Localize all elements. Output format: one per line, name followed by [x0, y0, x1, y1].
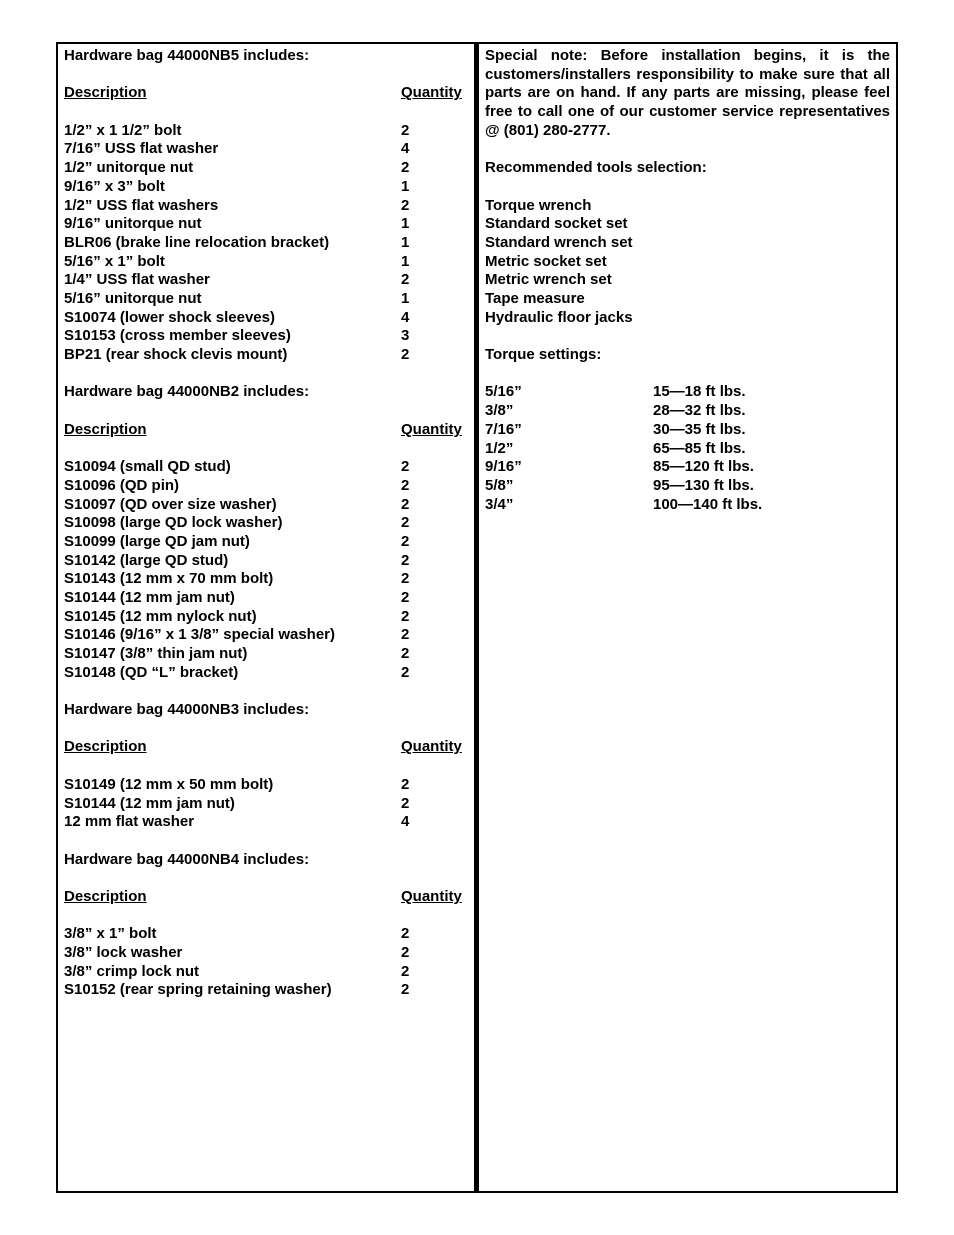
- item-quantity: 2: [401, 588, 410, 606]
- tools-title: Recommended tools selection:: [485, 159, 707, 177]
- torque-value: 100—140 ft lbs.: [653, 495, 763, 513]
- item-quantity: 2: [401, 159, 410, 177]
- item-description: 3/8” crimp lock nut: [64, 962, 200, 980]
- hardware-item-row: [64, 944, 466, 963]
- notes-column: [485, 47, 890, 514]
- item-quantity: 2: [401, 346, 410, 363]
- item-description: 1/2” x 1 1/2” bolt: [64, 121, 182, 139]
- description-header: Description: [64, 420, 147, 438]
- hardware-item-row: [64, 197, 466, 216]
- hardware-item-row: [64, 981, 466, 1000]
- torque-table: [485, 383, 890, 514]
- bag-header-row: [64, 421, 466, 440]
- item-quantity: 2: [401, 645, 410, 662]
- item-description: 3/8” x 1” bolt: [64, 925, 157, 943]
- torque-value: 65—85 ft lbs.: [653, 439, 746, 457]
- description-header: Description: [64, 887, 147, 905]
- item-quantity: 1: [401, 233, 410, 251]
- torque-row: [485, 458, 890, 477]
- item-quantity: 2: [401, 775, 410, 793]
- tool-item: Tape measure: [485, 290, 585, 308]
- torque-row: [485, 383, 890, 402]
- bag-header-row: [64, 84, 466, 103]
- item-description: 7/16” USS flat washer: [64, 140, 219, 158]
- hardware-item-row: [64, 253, 466, 272]
- quantity-header: Quantity: [401, 84, 462, 102]
- item-description: S10142 (large QD stud): [64, 551, 229, 569]
- hardware-bag-list: [64, 47, 466, 1000]
- torque-size: 1/2”: [485, 439, 514, 457]
- hardware-item-row: [64, 122, 466, 141]
- torque-title: Torque settings:: [485, 346, 602, 364]
- hardware-item-row: [64, 570, 466, 589]
- item-quantity: 2: [401, 626, 410, 644]
- torque-row: [485, 496, 890, 515]
- item-description: 1/2” unitorque nut: [64, 159, 194, 177]
- item-description: 3/8” lock washer: [64, 944, 183, 961]
- bag-title: Hardware bag 44000NB5 includes:: [64, 47, 310, 64]
- hardware-item-row: [64, 925, 466, 944]
- special-note: Special note: Before installation begins, it is the customers/installers responsibility to make sure that all parts are on hand. If any parts are missing, please feel free to call one of our customer service representatives @ (801) 280-2777.: [485, 47, 890, 139]
- item-quantity: 2: [401, 570, 410, 588]
- item-description: 1/2” USS flat washers: [64, 196, 219, 214]
- hardware-item-row: [64, 608, 466, 627]
- item-quantity: 4: [401, 140, 410, 158]
- item-description: BP21 (rear shock clevis mount): [64, 346, 288, 363]
- torque-size: 9/16”: [485, 458, 522, 476]
- item-quantity: 1: [401, 252, 410, 270]
- item-description: S10152 (rear spring retaining washer): [64, 981, 332, 999]
- hardware-item-row: [64, 271, 466, 290]
- item-quantity: 1: [401, 289, 410, 307]
- torque-value: 95—130 ft lbs.: [653, 476, 754, 494]
- item-quantity: 2: [401, 962, 410, 980]
- item-quantity: 3: [401, 327, 410, 345]
- tool-item: Standard socket set: [485, 215, 628, 233]
- hardware-item-row: [64, 140, 466, 159]
- description-header: Description: [64, 738, 147, 756]
- item-description: S10074 (lower shock sleeves): [64, 308, 275, 326]
- item-description: S10096 (QD pin): [64, 476, 180, 494]
- hardware-item-row: [64, 664, 466, 683]
- bag-title: Hardware bag 44000NB2 includes:: [64, 383, 310, 401]
- item-quantity: 4: [401, 813, 410, 831]
- torque-row: [485, 421, 890, 440]
- hardware-item-row: [64, 645, 466, 664]
- torque-row: [485, 477, 890, 496]
- item-quantity: 2: [401, 663, 410, 681]
- item-quantity: 2: [401, 925, 410, 943]
- torque-value: 15—18 ft lbs.: [653, 383, 746, 401]
- torque-size: 3/8”: [485, 402, 514, 420]
- hardware-item-row: [64, 626, 466, 645]
- tool-item: Torque wrench: [485, 196, 592, 214]
- item-description: S10143 (12 mm x 70 mm bolt): [64, 570, 274, 588]
- tools-list: [485, 197, 890, 328]
- hardware-item-row: [64, 963, 466, 982]
- torque-size: 5/16”: [485, 383, 522, 401]
- hardware-item-row: [64, 458, 466, 477]
- item-description: S10149 (12 mm x 50 mm bolt): [64, 775, 274, 793]
- item-description: 1/4” USS flat washer: [64, 271, 210, 289]
- quantity-header: Quantity: [401, 887, 462, 905]
- tool-item: Standard wrench set: [485, 233, 633, 251]
- item-quantity: 2: [401, 607, 410, 625]
- hardware-item-row: [64, 477, 466, 496]
- torque-size: 3/4”: [485, 495, 514, 513]
- item-description: S10147 (3/8” thin jam nut): [64, 645, 248, 662]
- item-description: S10144 (12 mm jam nut): [64, 794, 235, 812]
- item-quantity: 2: [401, 514, 410, 532]
- item-description: S10144 (12 mm jam nut): [64, 588, 235, 606]
- hardware-item-row: [64, 234, 466, 253]
- item-description: BLR06 (brake line relocation bracket): [64, 233, 330, 251]
- hardware-item-row: [64, 514, 466, 533]
- torque-row: [485, 440, 890, 459]
- item-quantity: 2: [401, 476, 410, 494]
- tool-item: Metric socket set: [485, 252, 607, 270]
- item-quantity: 2: [401, 532, 410, 550]
- item-description: 9/16” unitorque nut: [64, 215, 202, 233]
- item-description: 5/16” unitorque nut: [64, 289, 202, 307]
- hardware-item-row: [64, 813, 466, 832]
- hardware-item-row: [64, 290, 466, 309]
- item-quantity: 2: [401, 495, 410, 513]
- item-description: S10094 (small QD stud): [64, 458, 231, 476]
- torque-row: [485, 402, 890, 421]
- item-description: 12 mm flat washer: [64, 813, 195, 831]
- item-quantity: 2: [401, 458, 410, 476]
- torque-value: 30—35 ft lbs.: [653, 420, 746, 438]
- item-quantity: 2: [401, 271, 410, 289]
- item-description: S10097 (QD over size washer): [64, 495, 277, 513]
- hardware-item-row: [64, 795, 466, 814]
- tool-item: Hydraulic floor jacks: [485, 308, 633, 326]
- torque-size: 7/16”: [485, 420, 522, 438]
- hardware-item-row: [64, 309, 466, 328]
- item-description: S10153 (cross member sleeves): [64, 327, 291, 345]
- description-header: Description: [64, 84, 147, 102]
- column-divider: [474, 42, 479, 1193]
- item-quantity: 2: [401, 794, 410, 812]
- hardware-item-row: [64, 776, 466, 795]
- item-quantity: 2: [401, 981, 410, 999]
- bag-title: Hardware bag 44000NB4 includes:: [64, 850, 310, 868]
- hardware-item-row: [64, 496, 466, 515]
- item-description: 9/16” x 3” bolt: [64, 177, 165, 195]
- item-description: S10146 (9/16” x 1 3/8” special washer): [64, 626, 336, 644]
- hardware-item-row: [64, 533, 466, 552]
- item-quantity: 2: [401, 196, 410, 214]
- hardware-item-row: [64, 589, 466, 608]
- hardware-item-row: [64, 159, 466, 178]
- bag-title: Hardware bag 44000NB3 includes:: [64, 701, 310, 719]
- tool-item: Metric wrench set: [485, 271, 612, 289]
- hardware-item-row: [64, 552, 466, 571]
- bag-header-row: [64, 888, 466, 907]
- item-description: S10148 (QD “L” bracket): [64, 663, 239, 681]
- item-description: 5/16” x 1” bolt: [64, 252, 165, 270]
- torque-value: 28—32 ft lbs.: [653, 402, 746, 420]
- quantity-header: Quantity: [401, 738, 462, 756]
- item-description: S10099 (large QD jam nut): [64, 532, 250, 550]
- item-quantity: 2: [401, 944, 410, 961]
- item-quantity: 2: [401, 551, 410, 569]
- item-quantity: 4: [401, 308, 410, 326]
- item-quantity: 2: [401, 121, 410, 139]
- item-description: S10098 (large QD lock washer): [64, 514, 283, 532]
- item-description: S10145 (12 mm nylock nut): [64, 607, 257, 625]
- item-quantity: 1: [401, 215, 410, 233]
- hardware-item-row: [64, 215, 466, 234]
- hardware-item-row: [64, 178, 466, 197]
- hardware-item-row: [64, 346, 466, 365]
- torque-value: 85—120 ft lbs.: [653, 458, 754, 476]
- quantity-header: Quantity: [401, 420, 462, 438]
- hardware-column: [64, 47, 466, 1000]
- item-quantity: 1: [401, 177, 410, 195]
- bag-header-row: [64, 738, 466, 757]
- torque-size: 5/8”: [485, 476, 514, 494]
- hardware-item-row: [64, 327, 466, 346]
